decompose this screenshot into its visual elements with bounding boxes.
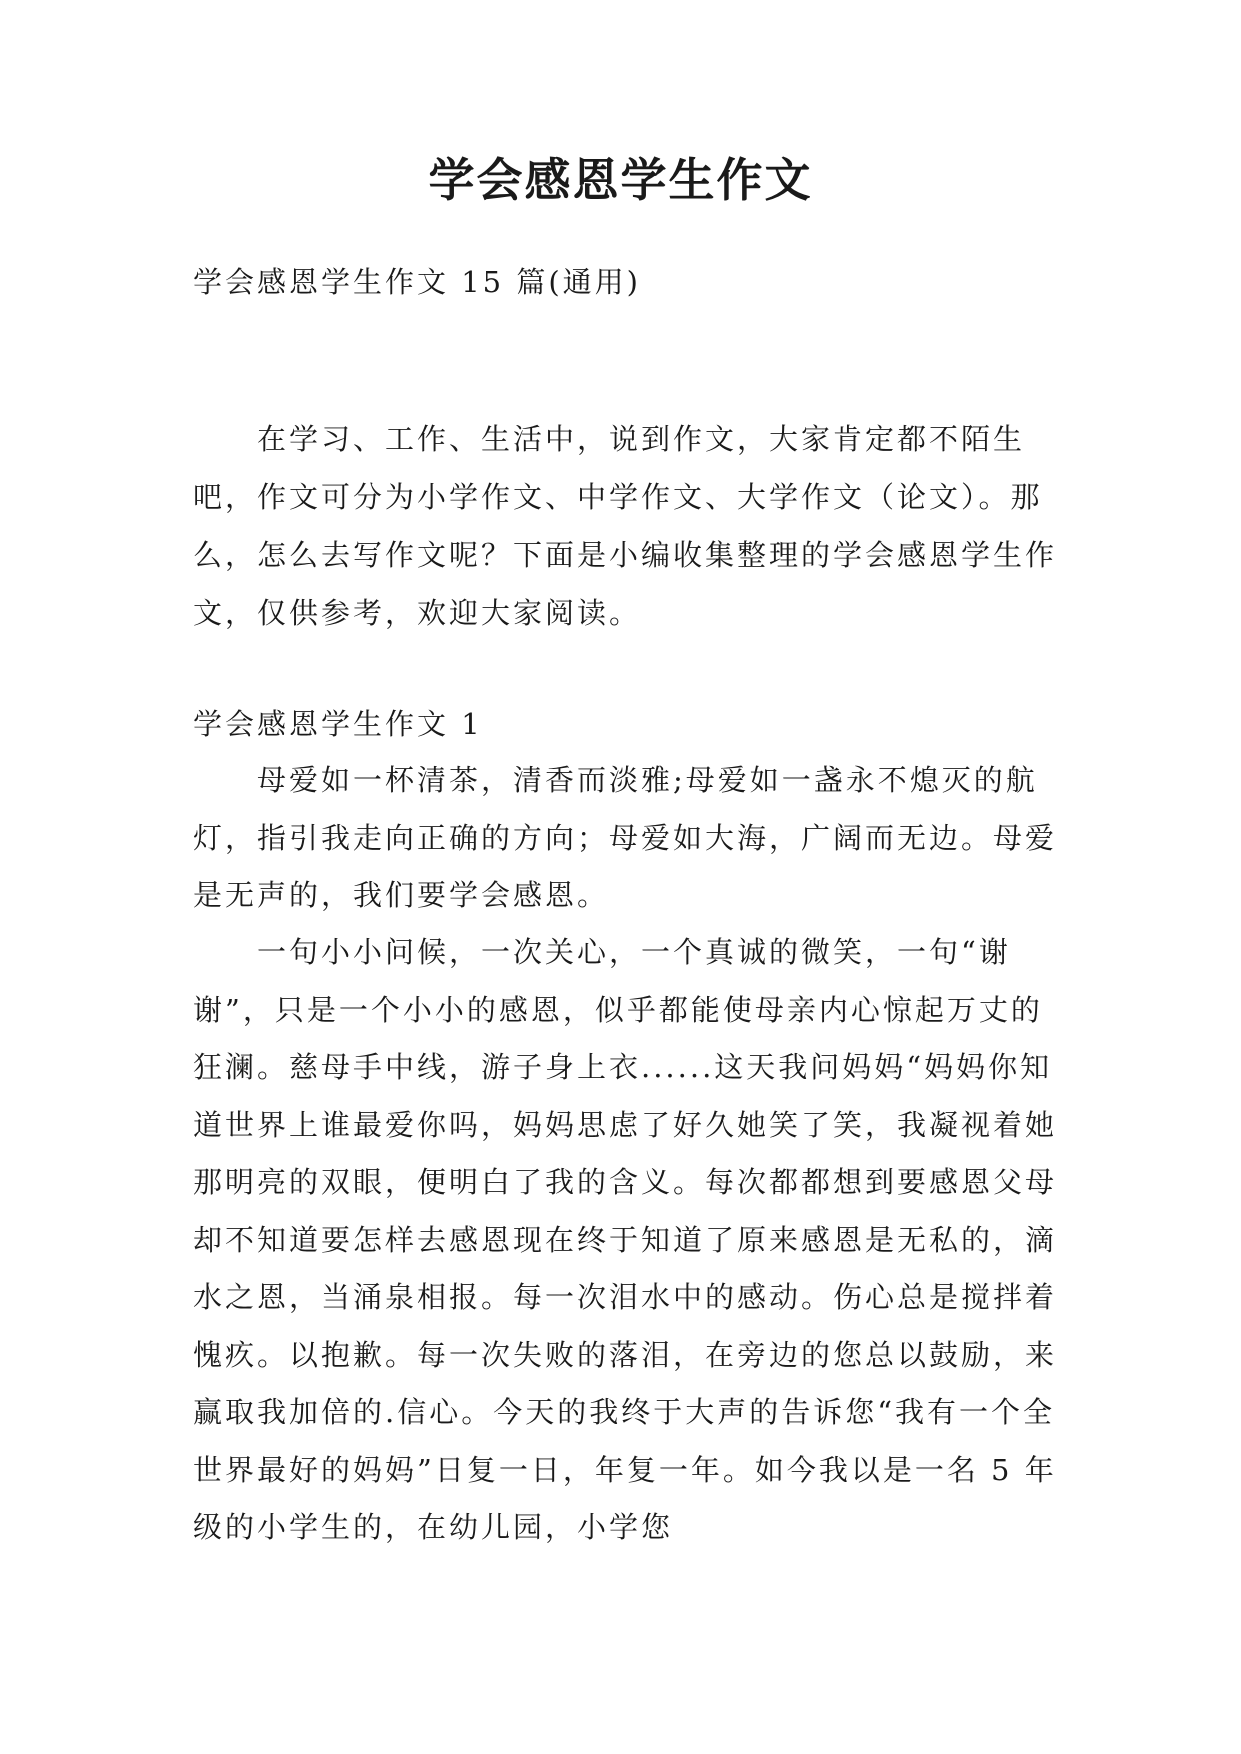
body-paragraph-1: 母爱如一杯清茶，清香而淡雅;母爱如一盏永不熄灭的航灯，指引我走向正确的方向；母爱如大海，广阔而无边。母爱是无声的，我们要学会感恩。	[193, 763, 1058, 912]
document-subtitle: 学会感恩学生作文 15 篇(通用)	[193, 265, 641, 299]
body-paragraph-2: 一句小小问候，一次关心，一个真诚的微笑，一句“谢谢”，只是一个小小的感恩，似乎都能使母亲内心惊起万丈的狂澜。慈母手中线，游子身上衣......这天我问妈妈“妈妈你知道世界上谁最爱你吗，妈妈思虑了好久她笑了笑，我凝视着她那明亮的双眼，便明白了我的含义。每次都都想到要感恩父母却不知道要怎样去感恩现在终于知道了原来感恩是无私的，滴水之恩，当涌泉相报。每一次泪水中的感动。伤心总是搅拌着愧疚。以抱歉。每一次失败的落泪，在旁边的您总以鼓励，来赢取我加倍的.信心。今天的我终于大声的告诉您“我有一个全世界最好的妈妈”日复一日，年复一年。如今我以是一名 5 年级的小学生的，在幼儿园，小学您	[193, 935, 1058, 1544]
intro-paragraph: 在学习、工作、生活中，说到作文，大家肯定都不陌生吧，作文可分为小学作文、中学作文、大学作文（论文）。那么，怎么去写作文呢？下面是小编收集整理的学会感恩学生作文，仅供参考，欢迎大家阅读。	[193, 422, 1058, 630]
document-title: 学会感恩学生作文	[428, 153, 813, 207]
section-heading: 学会感恩学生作文 1	[193, 707, 483, 741]
